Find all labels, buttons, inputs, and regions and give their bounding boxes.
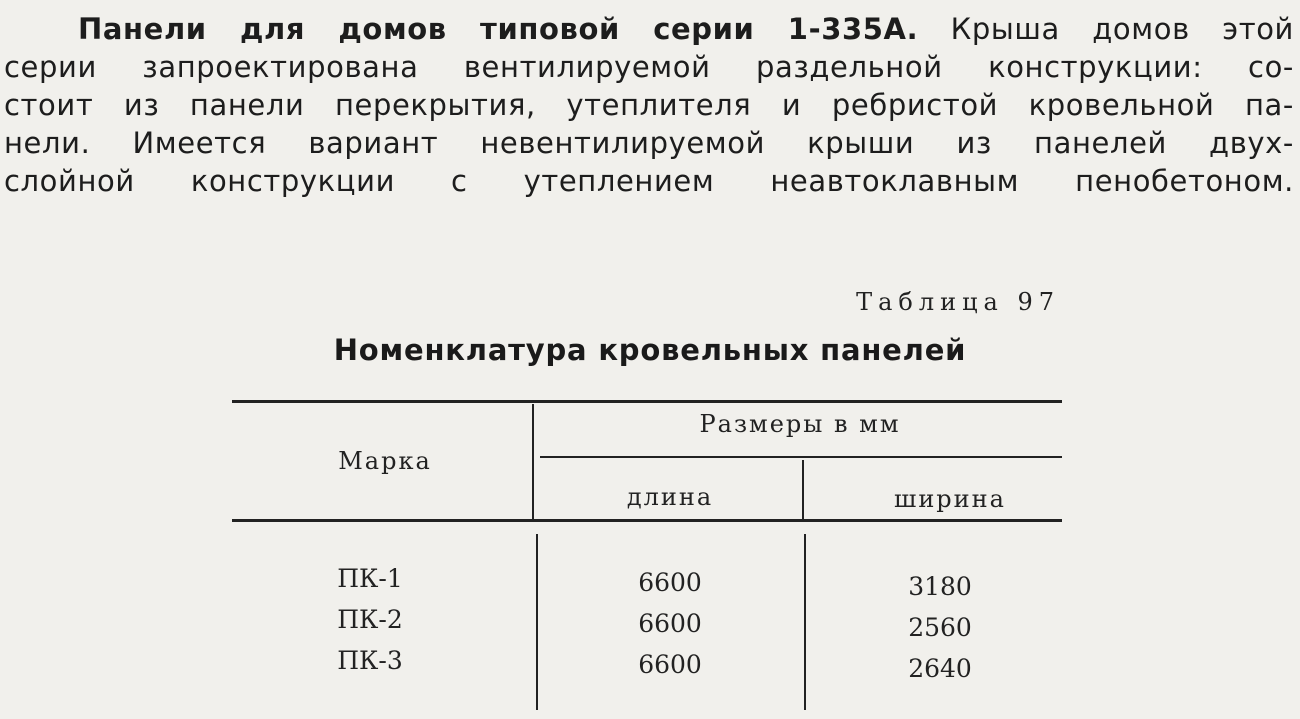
row-2-length: 6600 <box>638 609 702 638</box>
row-1-length: 6600 <box>638 568 702 597</box>
row-3-mark: ПК-3 <box>337 646 403 675</box>
row-3-width: 2640 <box>908 654 972 683</box>
table-divider-size-body <box>804 534 806 710</box>
table-header-bottom-rule <box>232 519 1062 522</box>
paragraph-line-3: стоит из панели перекрытия, утеплителя и ребристой кровельной па- <box>4 88 1294 122</box>
table-divider-mark-body <box>536 534 538 710</box>
row-3-length: 6600 <box>638 650 702 679</box>
paragraph-line-4: нели. Имеется вариант невентилируемой крыши из панелей двух- <box>4 126 1294 160</box>
row-2-width: 2560 <box>908 613 972 642</box>
table-divider-mark <box>532 404 534 520</box>
header-sizes: Размеры в мм <box>699 410 901 438</box>
header-length: длина <box>626 483 714 511</box>
paragraph-line-1 <box>4 10 1294 48</box>
row-1-width: 3180 <box>908 572 972 601</box>
paragraph-line-1-rest: Крыша домов этой <box>918 12 1294 46</box>
table-title: Номенклатура кровельных панелей <box>333 333 967 367</box>
header-mark: Марка <box>338 447 432 475</box>
paragraph-line-2: серии запроектирована вентилируемой раздельной конструкции: со- <box>4 50 1294 84</box>
table-divider-size-header <box>802 460 804 520</box>
table-number: Таблица 97 <box>856 288 1060 316</box>
header-width: ширина <box>894 485 1006 513</box>
body-paragraph <box>4 10 1294 200</box>
paragraph-bold-lead: Панели для домов типовой серии 1-335А. <box>78 12 919 46</box>
row-2-mark: ПК-2 <box>337 605 403 634</box>
row-1-mark: ПК-1 <box>337 564 403 593</box>
table-top-rule <box>232 400 1062 403</box>
table-subheader-rule <box>540 456 1062 458</box>
paragraph-line-5: слойной конструкции с утеплением неавтоклавным пенобетоном. <box>4 164 1294 198</box>
